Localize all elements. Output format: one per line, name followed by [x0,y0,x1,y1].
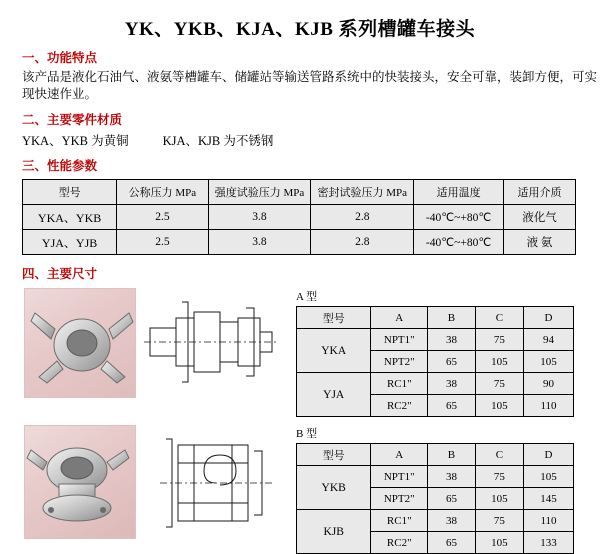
dim-header-cell: 型号 [297,444,371,466]
dim-header-cell: B [428,307,476,329]
dimension-block-b [24,425,580,554]
dim-cell: RC1" [371,510,428,532]
dim-cell: NPT2" [371,488,428,510]
dim-cell: 110 [523,395,573,417]
dim-cell: 105 [475,488,523,510]
perf-cell: 2.8 [311,230,414,255]
features-paragraph: 该产品是液化石油气、液氨等槽罐车、储罐站等输送管路系统中的快装接头，安全可靠，装卸方便，可实现快速作业。 [22,70,598,101]
table-row [297,466,574,488]
perf-cell: 2.5 [117,205,208,230]
dim-cell: 38 [428,373,476,395]
technical-drawing-a [142,288,282,396]
dim-cell: 75 [475,329,523,351]
table-row [297,373,574,395]
table-row [297,329,574,351]
dim-cell: 38 [428,329,476,351]
dim-cell: 105 [523,351,573,373]
material-steel: KJA、KJB 为不锈钢 [162,134,274,148]
table-header-row [297,444,574,466]
product-photo-a [24,288,136,398]
perf-header-cell: 密封试验压力 MPa [311,180,414,205]
dim-header-cell: D [523,444,573,466]
dim-cell: 75 [475,373,523,395]
dim-cell: 145 [523,488,573,510]
perf-cell: 液化气 [504,205,576,230]
table-row [23,230,576,255]
dimension-block-a [24,288,580,417]
dim-cell: 105 [475,532,523,554]
dim-cell: RC2" [371,532,428,554]
dimension-table-a [296,306,574,417]
dim-header-cell: A [371,307,428,329]
dimension-table-b-wrap [296,425,574,554]
dim-cell: NPT2" [371,351,428,373]
dim-model-cell: YKA [297,329,371,373]
dimension-table-a-label: A 型 [296,291,318,303]
dim-header-cell: A [371,444,428,466]
dim-cell: 94 [523,329,573,351]
perf-header-cell: 型号 [23,180,117,205]
perf-cell: 2.5 [117,230,208,255]
dim-cell: 75 [475,510,523,532]
dimension-table-b-label: B 型 [296,428,318,440]
table-header-row [297,307,574,329]
dim-cell: 75 [475,466,523,488]
dim-model-cell: YJA [297,373,371,417]
technical-drawing-b [142,425,282,537]
dim-cell: NPT1" [371,466,428,488]
product-photo-b [24,425,136,539]
perf-header-cell: 适用介质 [504,180,576,205]
perf-cell: 2.8 [311,205,414,230]
table-header-row [23,180,576,205]
dim-model-cell: KJB [297,510,371,554]
material-line [22,131,600,149]
dim-cell: 133 [523,532,573,554]
material-brass: YKA、YKB 为黄铜 [22,134,129,148]
perf-header-cell: 公称压力 MPa [117,180,208,205]
dim-cell: 65 [428,395,476,417]
dim-cell: 38 [428,466,476,488]
section-heading-features: 一、功能特点 [22,51,98,65]
section-heading-dimensions: 四、主要尺寸 [22,267,98,281]
dim-header-cell: D [523,307,573,329]
perf-cell: YJA、YJB [23,230,117,255]
perf-cell: 3.8 [208,230,311,255]
dim-model-cell: YKB [297,466,371,510]
dim-cell: 65 [428,488,476,510]
perf-header-cell: 适用温度 [414,180,504,205]
dim-cell: 105 [475,351,523,373]
perf-cell: -40℃~+80℃ [414,230,504,255]
dim-cell: 38 [428,510,476,532]
table-row [297,510,574,532]
dim-cell: 105 [523,466,573,488]
dimension-table-b [296,443,574,554]
dim-cell: 65 [428,532,476,554]
dim-cell: RC2" [371,395,428,417]
dim-cell: 105 [475,395,523,417]
perf-cell: 液 氨 [504,230,576,255]
dim-cell: RC1" [371,373,428,395]
dim-cell: 90 [523,373,573,395]
perf-cell: 3.8 [208,205,311,230]
perf-cell: YKA、YKB [23,205,117,230]
perf-cell: -40℃~+80℃ [414,205,504,230]
dim-header-cell: B [428,444,476,466]
dim-header-cell: 型号 [297,307,371,329]
section-heading-material: 二、主要零件材质 [22,113,123,127]
perf-header-cell: 强度试验压力 MPa [208,180,311,205]
table-row [23,205,576,230]
section-heading-performance: 三、性能参数 [22,159,98,173]
dim-cell: 65 [428,351,476,373]
dim-cell: 110 [523,510,573,532]
dim-cell: NPT1" [371,329,428,351]
page-title: YK、YKB、KJA、KJB 系列槽罐车接头 [124,19,476,40]
performance-table [22,179,576,255]
dim-header-cell: C [475,444,523,466]
dim-header-cell: C [475,307,523,329]
dimension-table-a-wrap [296,288,574,417]
